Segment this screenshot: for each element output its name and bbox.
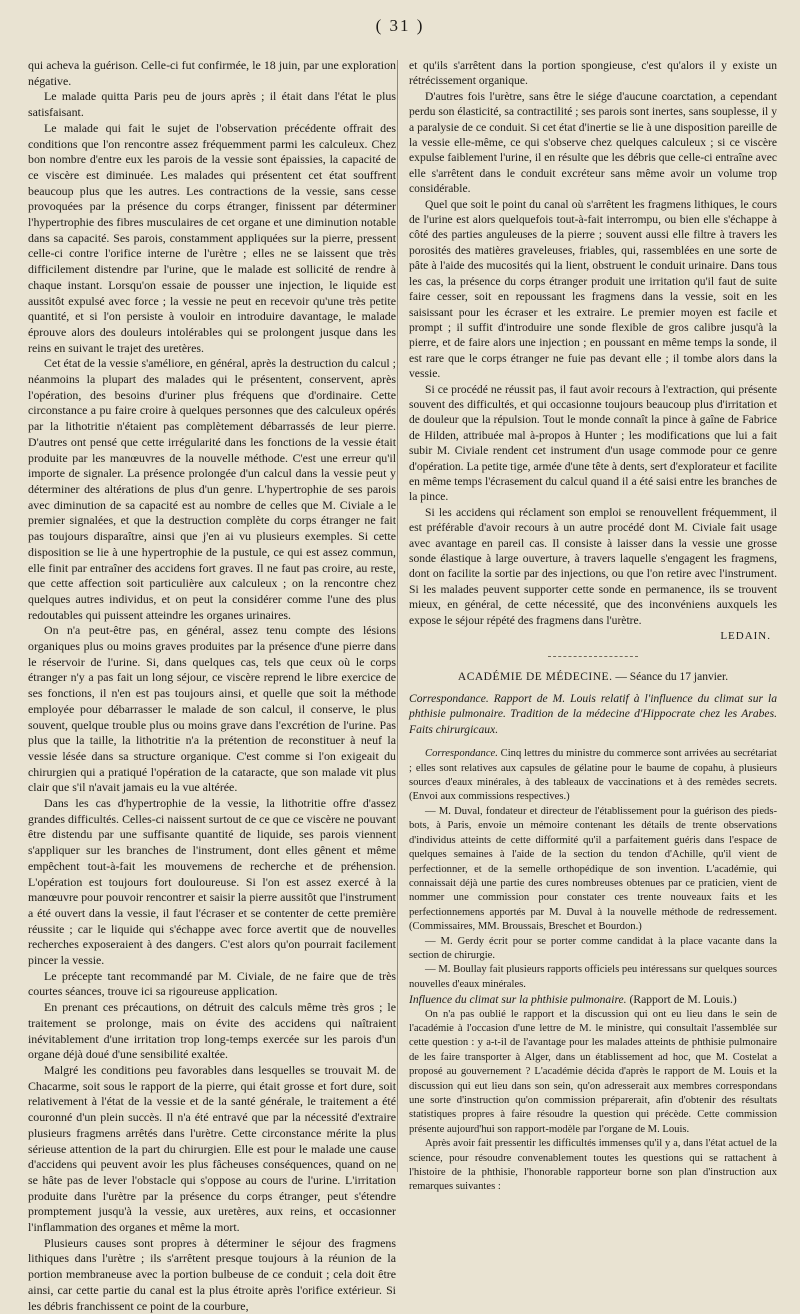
- paragraph-text: (Rapport de M. Louis.): [626, 993, 737, 1007]
- paragraph: [28, 1236, 396, 1314]
- paragraph-text: Le malade qui fait le sujet de l'observation précédente offrait des conditions que l'on rencontre assez fréquemment parmi les calculeux. Chez bon nombre d'entre eux les parois de la vessie sont épaissies, la capacité de ce viscère est diminuée. Les malades qui présentent cet état souffrent beaucoup plus que les autres. Les contractions de la vessie, sans cesse provoquées par la présence du corps étranger, finissent par déterminer l'hypertrophie des fibres musculaires de cet organe et une diminution notable dans sa capacité. Ses parois, constamment appliquées sur la pierre, pressent celle-ci contre l'orifice interne de l'urètre ; elles ne se laissent que très difficilement distendre par l'urine, que le malade est sollicité de rendre à chaque instant. Lorsqu'on essaie de pousser une injection, le liquide est aussitôt expulsé avec force ; la vessie ne peut en recevoir qu'une très petite quantité, et si l'on persiste à vouloir en introduire davantage, le malade éprouve alors des douleurs intolérables qui se prolongent jusque dans les reins en suivant le trajet des uretères.: [28, 120, 396, 355]
- academy-report: [409, 747, 777, 1195]
- paragraph-text: Si les accidens qui réclament son emploi se renouvellent fréquemment, il est préférable d'avoir recours à un autre procédé dont M. Civiale fait usage avec avantage en pareil cas. Il consiste à laisser dans la vessie une grosse sonde élastique à large ouverture, à travers laquelle s'engagent les fragmens, dont on facilite la sortie par des injections, ou que l'on retire avec l'instrument. Si les malades peuvent supporter cette sonde en permanence, ils se trouvent mieux, en général, de cette nécessité, que des inconvéniens auxquels les expose le séjour répété des fragmens dans l'urètre.: [409, 505, 777, 627]
- paragraph-lead: Correspondance.: [425, 748, 498, 760]
- paragraph-text: Si ce procédé ne réussit pas, il faut avoir recours à l'extraction, qui présente souvent des difficultés, et qui occasionne toujours beaucoup plus d'irritation et de douleur que la répulsion. Tout le monde connaît la pince à gaîne de Fabrice de Hilden, attribuée mal à-propos à Hunter ; les modifications que lui a fait subir M. Civiale rendent cet instrument d'un usage commode pour ce genre d'opération. La petite tige, armée d'une tête à dents, sert d'explorateur et facilite en même temps l'écrasement du calcul quand il a été saisi entre les branches de la pince.: [409, 382, 777, 504]
- paragraph: [409, 89, 777, 197]
- paragraph-text: En prenant ces précautions, on détruit des calculs même très gros ; le traitement se prolonge, mais on évite des accidens qui naîtraient inévitablement d'une irritation trop long-temps exercée sur les parois d'un organe déjà doué d'une sensibilité exaltée.: [28, 1000, 396, 1062]
- paragraph: [28, 58, 396, 89]
- paragraph-text: Le précepte tant recommandé par M. Civiale, de ne faire que de très courtes séances, trouve ici sa rigoureuse application.: [28, 968, 396, 999]
- paragraph: [409, 935, 777, 964]
- right-column: [409, 58, 777, 1193]
- paragraph-text: — M. Duval, fondateur et directeur de l'établissement pour la guérison des pieds-bots, à Paris, envoie un mémoire contenant les détails de trente observations d'individus atteints de cette difformité qu'il a parfaitement guéris dans l'espace de quelques semaines à l'aide de la section du tendon d'Achille, qu'il vient de perfectionner, et de la semelle orthopédique de son invention. L'académie, qui connaissait déjà une partie des cures nombreuses obtenues par ce praticien, vient de nommer une commission pour constater ces trente nouveaux faits et les perfectionnemens apportés par M. Duval à la nouvelle méthode de redressement. (Commissaires, MM. Broussais, Breschet et Bourdon.): [409, 805, 777, 933]
- paragraph-text: Après avoir fait pressentir les difficultés immenses qu'il y a, dans l'état actuel de la science, pour résoudre convenablement toutes les questions qui se rattachent à l'histoire de la phthisie, l'honorable rapporteur borne son plan d'instruction aux remarques suivantes :: [409, 1138, 777, 1193]
- paragraph: [409, 747, 777, 805]
- paragraph: [28, 1000, 396, 1063]
- paragraph-text: — M. Gerdy écrit pour se porter comme candidat à la place vacante dans la section de chirurgie.: [409, 935, 777, 961]
- left-column: [28, 58, 396, 1313]
- paragraph: [28, 121, 396, 357]
- paragraph: [409, 382, 777, 505]
- page-number: ( 31 ): [375, 16, 425, 35]
- paragraph: [409, 1008, 777, 1138]
- author-signature: LEDAIN.: [720, 630, 771, 643]
- paragraph-text: Le malade quitta Paris peu de jours après ; il était dans l'état le plus satisfaisant.: [28, 89, 396, 120]
- paragraph-text: Quel que soit le point du canal où s'arrêtent les fragmens lithiques, le cours de l'urine est alors quelquefois tout-à-fait interrompu, ou bien elle s'échappe à côté des parties anguleuses de la pierre ; souvent aussi elle filtre à travers les porosités des matières graveleuses, friables, qui, rassemblées en une sorte de pâte à l'aide des mucosités qui la lient, obstruent le conduit urinaire. Dans tous les cas, la présence du corps étranger produit une irritation qu'il faut de suite faire cesser, soit en repoussant les fragmens dans la vessie, soit en les saisissant pour les écraser et les extraire. Le premier moyen est facile et prompt ; il suffit d'introduire une sonde flexible de gros calibre jusqu'à la pierre, et de faire alors une injection ; en poussant en même temps la sonde, il est rare que le corps étranger ne fuie pas devant elle ; il tombe alors dans la vessie.: [409, 197, 777, 381]
- paragraph-text: — M. Boullay fait plusieurs rapports officiels peu intéressans sur quelques sources nouvelles d'eaux minérales.: [409, 964, 777, 990]
- paragraph-text: On n'a pas oublié le rapport et la discussion qui ont eu lieu dans le sein de l'académie à l'occasion d'une lettre de M. le ministre, qui consultait l'assemblée sur cette question : y a-t-il de l'avantage pour les malades atteints de phthisie pulmonaire de les faire transporter à Alger, dans un établissement ad hoc, que M. Costelat a proposé au gouvernement ? L'académie décida d'après le rapport de M. Louis et la discussion qui eut lieu dans son sein, qu'on adresserait aux membres correspondans une sorte d'instruction qu'on commission préparerait, afin d'obtenir des résultats statistiques propres à faire résoudre la question qui précède. Cette commission présente aujourd'hui son rapport-modèle par l'organe de M. Louis.: [409, 1008, 777, 1135]
- paragraph: [28, 623, 396, 796]
- paragraph: [409, 58, 777, 89]
- paragraph: [28, 89, 396, 120]
- paragraph: [409, 963, 777, 992]
- paragraph-text: D'autres fois l'urètre, sans être le siége d'aucune coarctation, a cependant perdu son élasticité, sa contractilité ; ses parois sont inertes, sans souplesse, il y a paralysie de ce conduit. Si cet état d'inertie se lie à une disposition pareille de la vessie elle-même, ce qui s'observe chez quelques calculeux ; si ce viscère expulse faiblement l'urine, il en résulte que les débris que celle-ci entraîne avec elle s'arrêtent dans le conduit excréteur sans même avoir un volume trop considérable.: [409, 89, 777, 196]
- paragraph: [409, 505, 777, 628]
- paragraph-text: Cet état de la vessie s'améliore, en général, après la destruction du calcul ; néanmoins la plupart des malades qui le présentent, conservent, après l'opération, des besoins d'uriner plus fréquens que d'ordinaire. Cette circonstance a pu faire croire à quelques personnes que des calculeux opérés par la lithotritie n'étaient pas complètement débarrassés de leur pierre. D'autres ont pensé que cette irrégularité dans les fonctions de la vessie était produite par les manœuvres de la nouvelle méthode. C'est une erreur qu'il importe de signaler. La présence prolongée d'un calcul dans la vessie peut y déterminer des altérations de plus d'un genre. L'hypertrophie de ses parois avec diminution de sa capacité est au nombre de celles que M. Civiale a le premier signalées, et que la destruction complète du corps étranger ne fait pas toujours disparaître, ainsi que j'en ai vu plusieurs exemples. Si cette disposition se lie à une hypertrophie de la pustule, ce qui est assez commun, elle finit par entraîner des accidens fort graves. Il ne faut pas croire, au reste, que cette affection soit particulière aux calculeux ; on la rencontre chez quelques autres individus, et on peut la considérer comme l'une des plus redoutables qui puissent atteindre les organes urinaires.: [28, 356, 396, 622]
- paragraph-lead: Influence du climat sur la phthisie pulmonaire.: [409, 993, 627, 1007]
- section-separator: [548, 656, 638, 657]
- academy-session: — Séance du 17 janvier.: [615, 671, 729, 684]
- paragraph: [28, 356, 396, 623]
- paragraph-text: Cinq lettres du ministre du commerce sont arrivées au secrétariat ; elles sont relatives aux capsules de gélatine pour le baume de copahu, à plusieurs sources d'eaux minérales, à des tableaux de vaccinations et à des remèdes secrets. (Envoi aux commissions respectives.): [409, 748, 777, 803]
- paragraph: [28, 1063, 396, 1236]
- academy-summary: Correspondance. Rapport de M. Louis relatif à l'influence du climat sur la phthisie pulmonaire. Tradition de la médecine d'Hippocrate chez les Arabes. Faits chirurgicaux.: [409, 692, 777, 736]
- paragraph: [28, 969, 396, 1000]
- paragraph: [28, 796, 396, 969]
- academy-name: ACADÉMIE DE MÉDECINE.: [457, 671, 613, 684]
- paragraph: [409, 197, 777, 382]
- paragraph-text: On n'a peut-être pas, en général, assez tenu compte des lésions organiques plus ou moins graves produites par la présence d'une pierre dans le réservoir de l'urine. Si, dans quelques cas, tels que ceux où le corps étranger n'y a pas fait un long séjour, ce viscère reprend le libre exercice de ses fonctions, il n'en est pas toujours ainsi, et quelle que soit la méthode employée pour débarrasser le malade de son calcul, il conserve, le plus souvent, quelque trouble plus ou moins grave dans l'excrétion de l'urine. Pas plus que la taille, la lithotritie n'a la prétention de reconstituer à neuf la vessie lésée dans sa structure organique. C'est comme si l'on exigeait du chirurgien qui a pratiqué l'opération de la cataracte, que son malade vit plus clair que s'il n'avait jamais eu la vue altérée.: [28, 623, 396, 795]
- paragraph-text: qui acheva la guérison. Celle-ci fut confirmée, le 18 juin, par une exploration négative.: [28, 58, 396, 88]
- paragraph-text: et qu'ils s'arrêtent dans la portion spongieuse, c'est qu'alors il y existe un rétrécissement organique.: [409, 59, 777, 88]
- paragraph-text: Malgré les conditions peu favorables dans lesquelles se trouvait M. de Chacarme, soit sous le rapport de la pierre, qui était grosse et fort dure, soit relativement à l'état de la vessie et de la santé générale, le traitement a été couronné d'un plein succès. Il n'a été entravé que par la nécessité d'extraire plusieurs fragmens arrêtés dans l'urètre. Cette circonstance mérite la plus sérieuse attention de la part du chirurgien. Elle est pour le malade une cause d'accidens qui peuvent avoir les plus fâcheuses conséquences, quand on ne se hâte pas de lever l'obstacle qui s'oppose au cours de l'urine. L'irritation produite dans l'urètre par la présence du corps étranger, peut s'étendre promptement jusqu'à la vessie, aux uretères, aux reins, et occasionner l'inflammation des organes et même la mort.: [28, 1063, 396, 1235]
- paragraph: [409, 805, 777, 935]
- academy-heading: [409, 671, 777, 683]
- paragraph-text: Plusieurs causes sont propres à déterminer le séjour des fragmens lithiques dans l'urètre ; ils s'arrêtent presque toujours à la réunion de la portion membraneuse avec la portion bulbeuse de ce conduit ; cela doit être ainsi, car cette partie du canal est la plus étroite après l'orifice extérieur. Si les débris franchissent ce point de la courbure,: [28, 1235, 396, 1313]
- paragraph: [409, 992, 777, 1007]
- right-column-article-end: [409, 58, 777, 628]
- paragraph: [409, 1137, 777, 1195]
- column-divider: [397, 60, 398, 1172]
- paragraph-text: Dans les cas d'hypertrophie de la vessie, la lithotritie offre d'assez grandes difficultés. Celles-ci naissent surtout de ce que ce viscère ne pouvant être distendu par une suffisante quantité de liquide, ses parois viennent s'appliquer sur les branches de l'instrument, dont elles gênent et même empêchent tout-à-fait les mouvemens de recherche et de préhension. L'opération est toujours fort douloureuse. Si l'on est assez exercé à la manœuvre pour pouvoir rencontrer et saisir la pierre aussitôt que l'instrument a été ouvert dans la vessie, il faut l'écraser et se contenter de cette première réussite ; car le liquide qui s'échappe avec force avertit que de nouvelles recherches exposeraient à des dangers. C'est alors qu'on pourrait facilement pincer la vessie.: [28, 796, 396, 968]
